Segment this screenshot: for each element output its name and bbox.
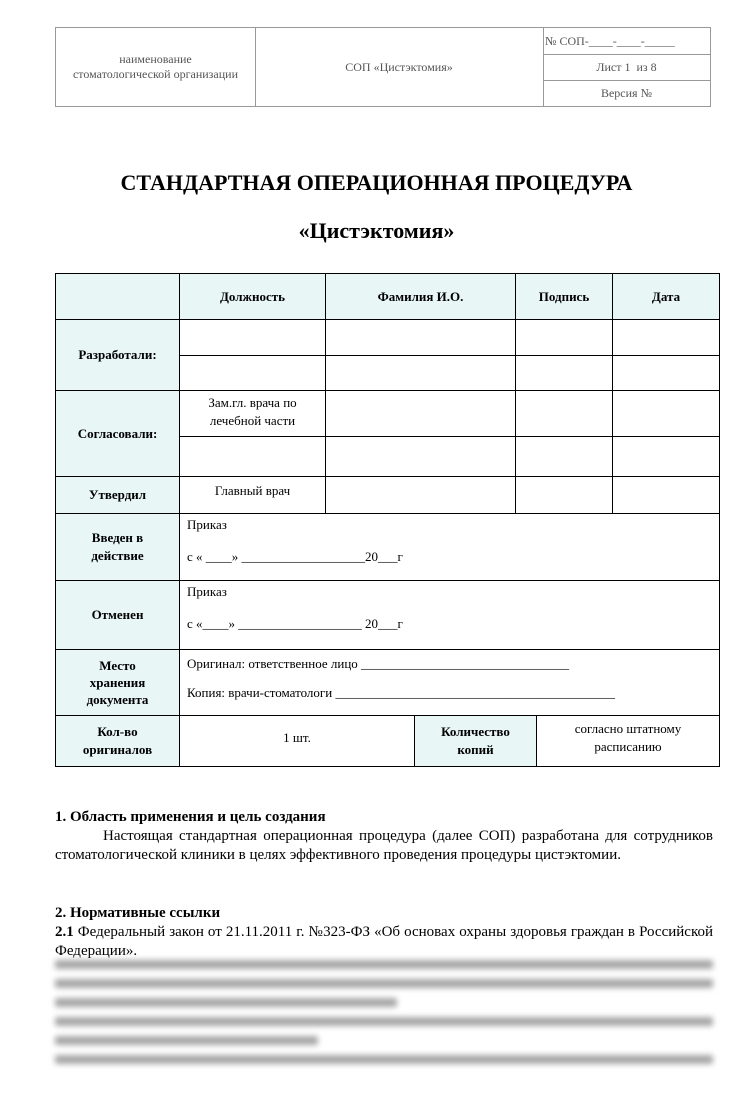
row-label-introduced: [55, 513, 180, 581]
copies-value-cell[interactable]: [536, 715, 720, 767]
introduced-label: Введен в действие: [91, 530, 144, 563]
section-1: [55, 808, 713, 865]
copies-label: Количество копий: [441, 724, 510, 757]
section-2-heading: 2. Нормативные ссылки: [55, 905, 221, 921]
developed-date-1[interactable]: [612, 319, 720, 356]
section-2: [55, 904, 713, 961]
section-2-item-1: [55, 923, 713, 961]
developed-name-1[interactable]: [325, 319, 516, 356]
storage-details[interactable]: [179, 649, 720, 716]
originals-label: Кол-во оригиналов: [82, 724, 153, 757]
approval-table: [55, 273, 720, 767]
developed-signature-1[interactable]: [515, 319, 613, 356]
org-line-2: стоматологической организации: [72, 67, 239, 81]
blurred-text-region: [55, 960, 713, 1074]
organization-name-cell: [56, 28, 256, 106]
agreed-position-1[interactable]: [179, 390, 326, 437]
section-1-heading: 1. Область применения и цель создания: [55, 809, 326, 825]
approved-date[interactable]: [612, 476, 720, 514]
agreed-signature-2[interactable]: [515, 436, 613, 477]
sop-title: СОП «Цистэктомия»: [345, 59, 453, 74]
approved-position[interactable]: [179, 476, 326, 514]
document-subtitle: «Цистэктомия»: [298, 218, 455, 243]
cancelled-order: Приказ: [187, 584, 227, 599]
sheet-counter: Лист 1 из 8: [543, 54, 710, 80]
section-1-text: Настоящая стандартная операционная процедура (далее СОП) разработана для сотрудников стоматологической клиники в целях эффективного проведения процедуры цистэктомии.: [55, 828, 713, 863]
sop-number: № СОП-____-____-_____: [545, 33, 675, 48]
section-2-item-1-text: Федеральный закон от 21.11.2011 г. №323-ФЗ «Об основах охраны здоровья граждан в Российской Федерации».: [55, 924, 713, 959]
cancelled-date: с «____» ___________________ 20___г: [187, 616, 403, 631]
sop-title-cell: [255, 28, 544, 106]
row-label-cancelled: Отменен: [55, 580, 180, 650]
originals-value: 1 шт.: [283, 730, 311, 745]
agreed-name-2[interactable]: [325, 436, 516, 477]
row-label-storage: [55, 649, 180, 716]
version-field: Версия №: [543, 80, 710, 106]
row-label-approved: Утвердил: [55, 476, 180, 514]
header-empty-cell: [55, 273, 180, 320]
copies-label-cell: [414, 715, 537, 767]
agreed-name-1[interactable]: [325, 390, 516, 437]
developed-position-2[interactable]: [179, 355, 326, 391]
originals-value-cell[interactable]: [179, 715, 415, 767]
section-2-item-1-number: 2.1: [55, 924, 74, 940]
cancelled-details[interactable]: [179, 580, 720, 650]
storage-copy: Копия: врачи-стоматологи ___________________________________________: [187, 685, 615, 700]
agreed-position-2[interactable]: [179, 436, 326, 477]
developed-signature-2[interactable]: [515, 355, 613, 391]
row-label-developed: Разработали:: [55, 319, 180, 391]
approved-name[interactable]: [325, 476, 516, 514]
col-header-signature: Подпись: [515, 273, 613, 320]
developed-date-2[interactable]: [612, 355, 720, 391]
row-label-originals: [55, 715, 180, 767]
sop-meta-cells: [543, 28, 710, 106]
introduced-order: Приказ: [187, 517, 227, 532]
storage-original: Оригинал: ответственное лицо ________________________________: [187, 656, 570, 671]
approved-signature[interactable]: [515, 476, 613, 514]
agreed-signature-1[interactable]: [515, 390, 613, 437]
developed-position-1[interactable]: [179, 319, 326, 356]
document-title: СТАНДАРТНАЯ ОПЕРАЦИОННАЯ ПРОЦЕДУРА: [120, 170, 633, 195]
col-header-position: Должность: [179, 273, 326, 320]
storage-label: Место хранения документа: [86, 658, 149, 707]
copies-value: согласно штатному расписанию: [574, 721, 682, 754]
introduced-details[interactable]: [179, 513, 720, 581]
document-header: [55, 27, 711, 107]
agreed-date-1[interactable]: [612, 390, 720, 437]
introduced-date: с « ____» ___________________20___г: [187, 549, 403, 564]
row-label-agreed: Согласовали:: [55, 390, 180, 477]
approved-position-text: Главный врач: [214, 483, 291, 498]
agreed-date-2[interactable]: [612, 436, 720, 477]
col-header-name: Фамилия И.О.: [325, 273, 516, 320]
org-line-1: наименование: [119, 52, 192, 66]
agreed-position-text: Зам.гл. врача по лечебной части: [208, 395, 297, 428]
col-header-date: Дата: [612, 273, 720, 320]
developed-name-2[interactable]: [325, 355, 516, 391]
